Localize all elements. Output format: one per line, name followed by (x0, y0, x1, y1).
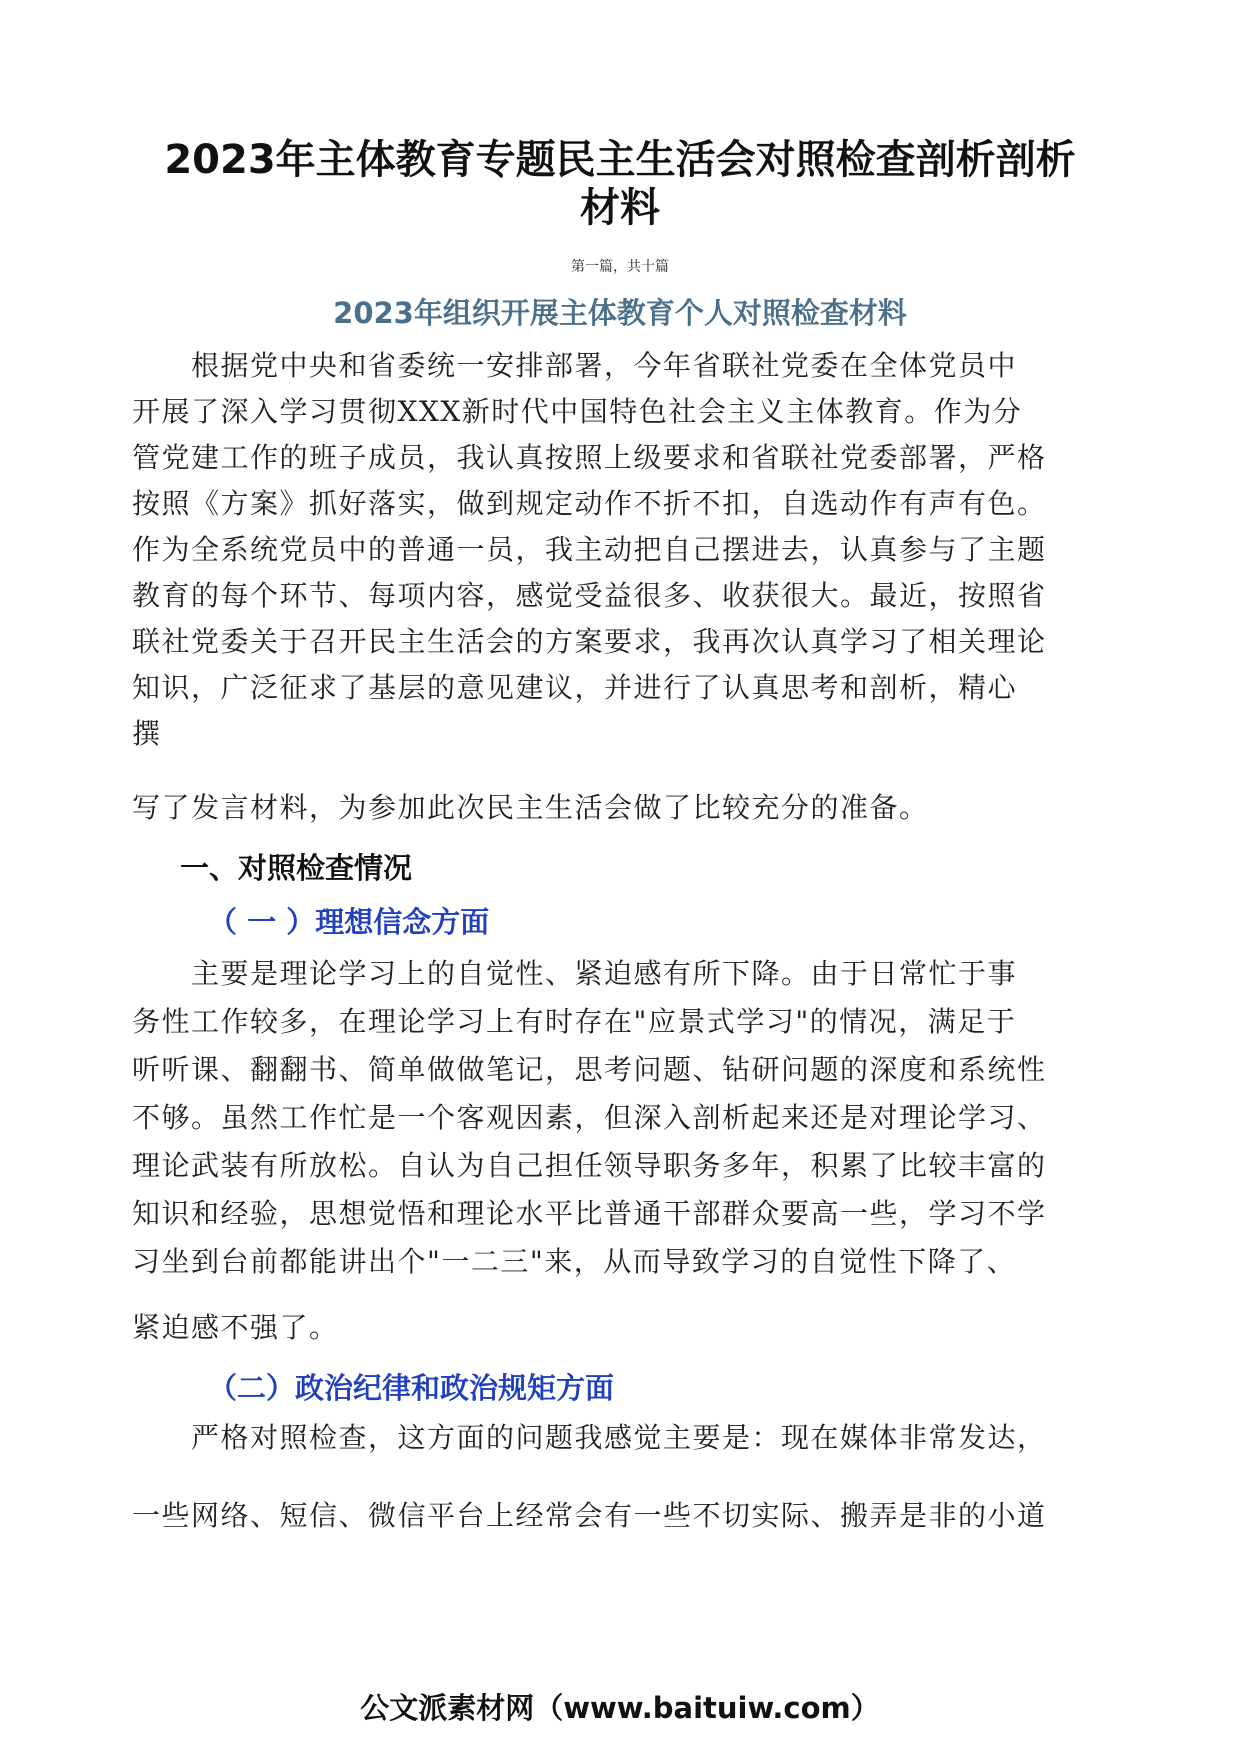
intro-line: 根据党中央和省委统一安排部署，今年省联社党委在全体党员中 (132, 349, 1018, 382)
para-1-line: 务性工作较多，在理论学习上有时存在"应景式学习"的情况，满足于 (132, 1005, 1017, 1038)
para-1-line: 听听课、翻翻书、简单做做笔记，思考问题、钻研问题的深度和系统性 (132, 1053, 1047, 1086)
intro-line: 教育的每个环节、每项内容，感觉受益很多、收获很大。最近，按照省 (132, 579, 1047, 612)
para-1-line: 习坐到台前都能讲出个"一二三"来，从而导致学习的自觉性下降了、 (132, 1245, 1017, 1278)
intro-line: 按照《方案》抓好落实，做到规定动作不折不扣，自选动作有声有色。 (132, 487, 1047, 520)
part-indicator: 第一篇，共十篇 (571, 259, 669, 275)
para-1-line: 理论武装有所放松。自认为自己担任领导职务多年，积累了比较丰富的 (132, 1149, 1047, 1182)
para-1-line: 主要是理论学习上的自觉性、紧迫感有所下降。由于日常忙于事 (132, 957, 1018, 990)
section-title: 2023年组织开展主体教育个人对照检查材料 (333, 296, 907, 330)
document-title-line-1: 2023年主体教育专题民主生活会对照检查剖析剖析 (164, 137, 1076, 183)
footer-watermark: 公文派素材网（www.baituiw.com） (360, 1691, 880, 1725)
para-1-line: 不够。虽然工作忙是一个客观因素，但深入剖析起来还是对理论学习、 (132, 1101, 1047, 1134)
heading-ideals-beliefs: （ 一 ）理想信念方面 (208, 905, 490, 939)
para-2-line: 一些网络、短信、微信平台上经常会有一些不切实际、搬弄是非的小道 (132, 1499, 1047, 1532)
intro-line: 作为全系统党员中的普通一员，我主动把自己摆进去，认真参与了主题 (132, 533, 1047, 566)
intro-line: 联社党委关于召开民主生活会的方案要求，我再次认真学习了相关理论 (132, 625, 1047, 658)
heading-section-1: 一、对照检查情况 (180, 851, 413, 885)
para-1-line: 知识和经验，思想觉悟和理论水平比普通干部群众要高一些，学习不学 (132, 1197, 1047, 1230)
intro-line: 开展了深入学习贯彻XXX新时代中国特色社会主义主体教育。作为分 (132, 395, 1023, 428)
para-2-line: 严格对照检查，这方面的问题我感觉主要是：现在媒体非常发达， (132, 1421, 1047, 1454)
intro-line: 撰 (132, 717, 162, 750)
heading-political-discipline: （二）政治纪律和政治规矩方面 (208, 1371, 615, 1405)
intro-line: 写了发言材料，为参加此次民主生活会做了比较充分的准备。 (132, 791, 929, 824)
intro-line: 管党建工作的班子成员，我认真按照上级要求和省联社党委部署，严格 (132, 441, 1047, 474)
document-title-line-2: 材料 (580, 185, 660, 231)
para-1-line: 紧迫感不强了。 (132, 1311, 339, 1344)
intro-line: 知识，广泛征求了基层的意见建议，并进行了认真思考和剖析，精心 (132, 671, 1018, 704)
